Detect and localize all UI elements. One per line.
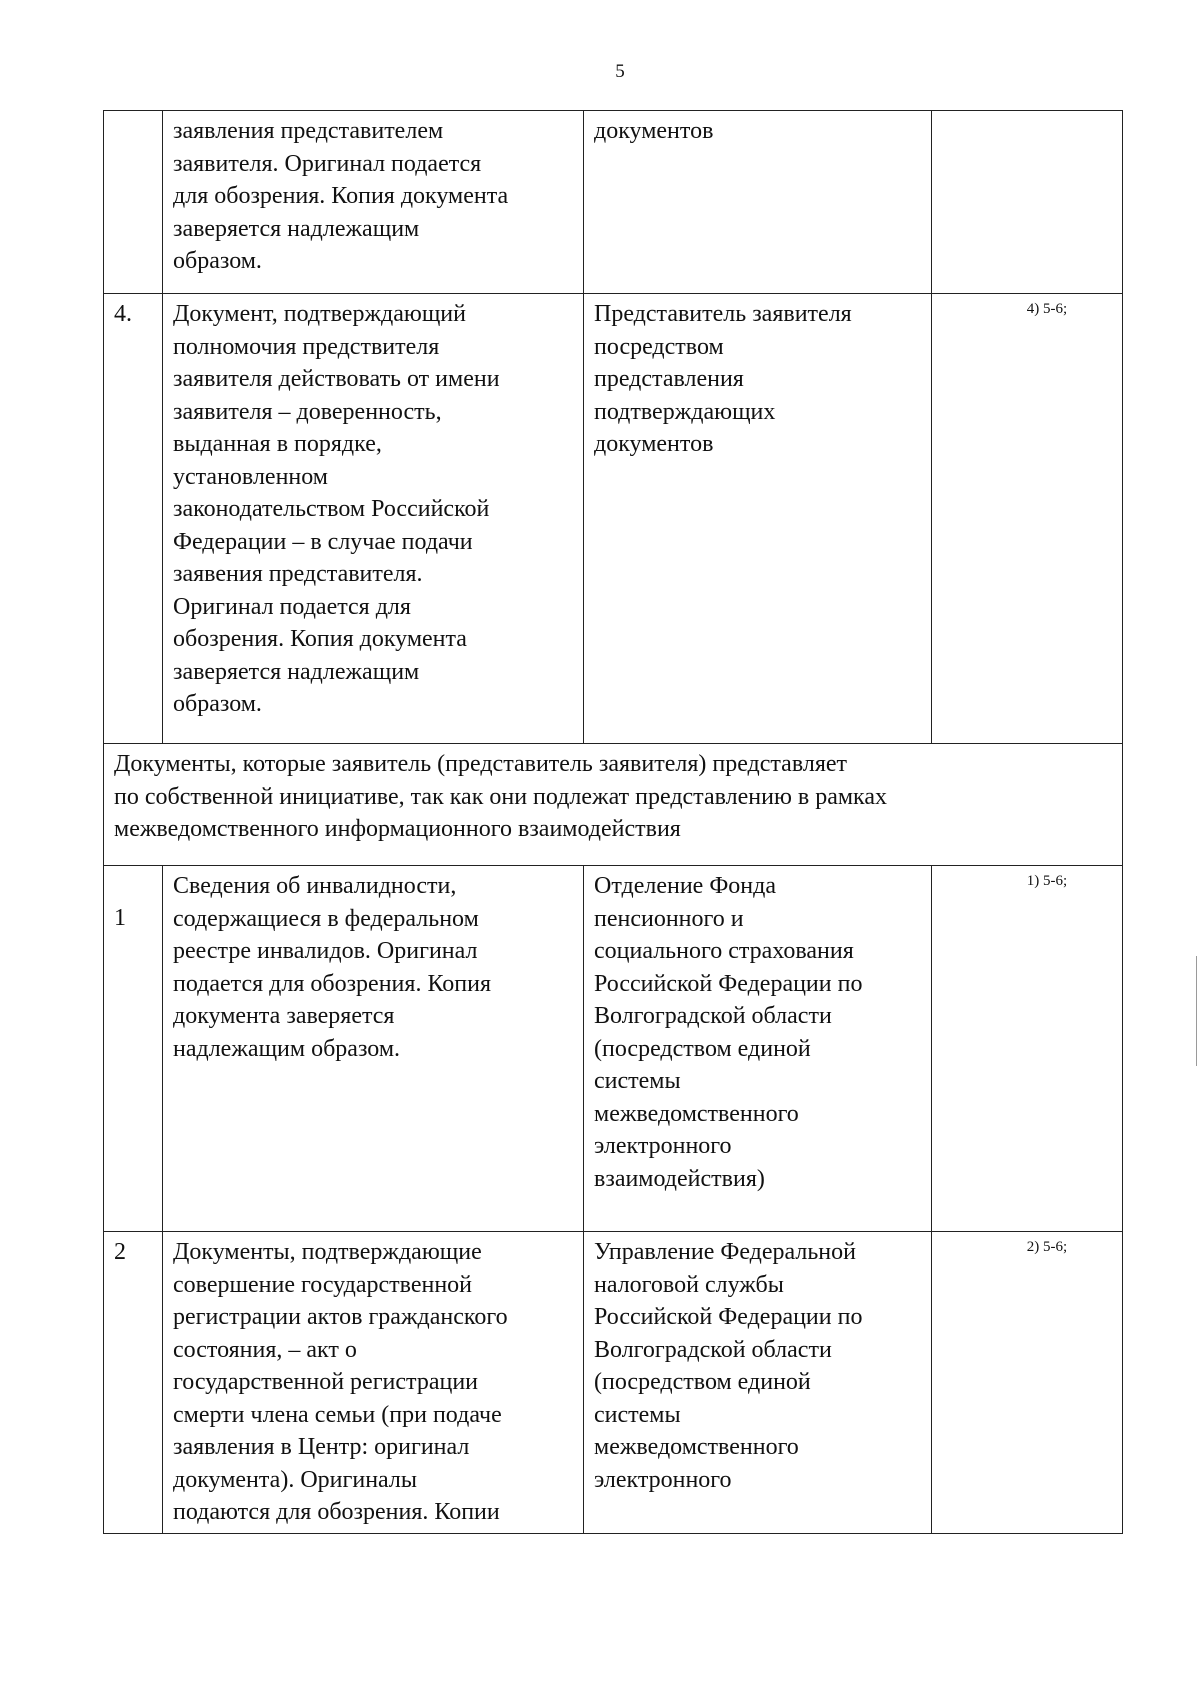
page-number: 5 (615, 61, 625, 82)
document-description: Документы, подтверждающие совершение государственной регистрации актов гражданского состояния, – акт о государственной регистрации смерти члена семьи (при подаче заявления в Центр: оригинал документа). Оригиналы подаются для обозрения. Копии (163, 1232, 584, 1534)
note-text: 4) 5-6; (1026, 301, 1068, 317)
document-source: Представитель заявителя посредством представления подтверждающих документов (584, 294, 932, 744)
section-header: Документы, которые заявитель (представитель заявителя) представляет по собственной инициативе, так как они подлежат представлению в рамках межведомственного информационного взаимодействия (104, 744, 1123, 866)
section-header-row (104, 744, 1123, 866)
table-row (104, 294, 1123, 744)
table-row (104, 111, 1123, 294)
document-description: Документ, подтверждающий полномочия предствителя заявителя действовать от имени заявителя – доверенность, выданная в порядке, установленном законодательством Российской Федерации – в случае подачи заявения представителя. Оригинал подается для обозрения. Копия документа заверяется надлежащим образом. (163, 294, 584, 744)
note-cell (932, 1232, 1123, 1534)
table-row (104, 1232, 1123, 1534)
row-number: 2 (104, 1232, 163, 1534)
scan-edge-mark (1196, 956, 1197, 1066)
note-cell (932, 294, 1123, 744)
document-source: Отделение Фонда пенсионного и социального страхования Российской Федерации по Волгоградской области (посредством единой системы межведомственного электронного взаимодействия) (584, 866, 932, 1232)
note-cell (932, 866, 1123, 1232)
document-description: заявления представителем заявителя. Оригинал подается для обозрения. Копия документа заверяется надлежащим образом. (163, 111, 584, 294)
note-text: 1) 5-6; (1026, 873, 1068, 889)
documents-table (103, 110, 1123, 1534)
note-text: 2) 5-6; (1026, 1239, 1068, 1255)
table-row (104, 866, 1123, 1232)
document-source: Управление Федеральной налоговой службы Российской Федерации по Волгоградской области (посредством единой системы межведомственного электронного (584, 1232, 932, 1534)
row-number: 1 (104, 866, 163, 1232)
row-number: 4. (104, 294, 163, 744)
document-source: документов (584, 111, 932, 294)
note-cell (932, 111, 1123, 294)
document-description: Сведения об инвалидности, содержащиеся в федеральном реестре инвалидов. Оригинал подается для обозрения. Копия документа заверяется надлежащим образом. (163, 866, 584, 1232)
row-number (104, 111, 163, 294)
